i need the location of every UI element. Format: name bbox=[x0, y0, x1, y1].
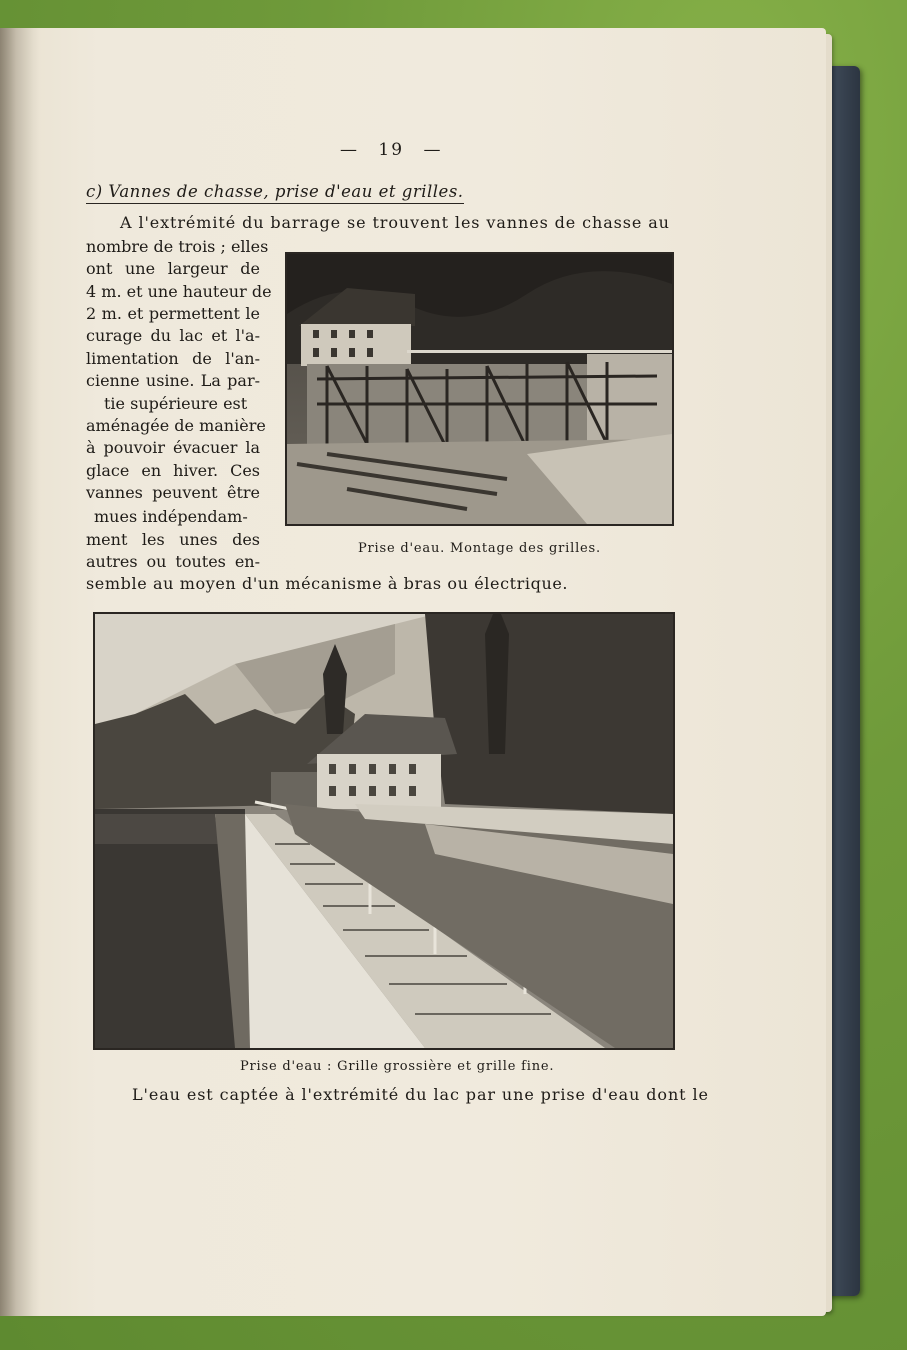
figure-2-caption: Prise d'eau : Grille grossière et grille fine. bbox=[240, 1059, 555, 1074]
paragraph-1-line: autres ou toutes en- bbox=[86, 552, 260, 571]
photo-intake-grilles-image bbox=[95, 614, 673, 1048]
paragraph-1-line: nombre de trois ; elles bbox=[86, 237, 269, 256]
paragraph-1-line: 2 m. et permettent le bbox=[86, 304, 260, 323]
page-number: — 19 — bbox=[340, 140, 443, 160]
paragraph-1-line: curage du lac et l'a- bbox=[86, 326, 260, 345]
paragraph-1-line: mues indépendam- bbox=[94, 507, 248, 526]
gutter-shadow bbox=[0, 28, 40, 1316]
photo-intake-construction-image bbox=[287, 254, 672, 524]
paragraph-1-line: semble au moyen d'un mécanisme à bras ou électrique. bbox=[86, 574, 569, 593]
paragraph-1-line: tie supérieure est bbox=[104, 394, 248, 413]
photo-intake-grilles bbox=[93, 612, 675, 1050]
paragraph-1-line: glace en hiver. Ces bbox=[86, 461, 260, 480]
paragraph-1-line: A l'extrémité du barrage se trouvent les vannes de chasse au bbox=[120, 213, 670, 232]
paragraph-1-line: ment les unes des bbox=[86, 530, 260, 549]
figure-1-caption: Prise d'eau. Montage des grilles. bbox=[358, 541, 601, 556]
paragraph-1-line: limentation de l'an- bbox=[86, 349, 260, 368]
paragraph-1-line: à pouvoir évacuer la bbox=[86, 438, 260, 457]
paragraph-2-line: L'eau est captée à l'extrémité du lac par une prise d'eau dont le bbox=[132, 1085, 709, 1104]
photo-intake-construction bbox=[285, 252, 674, 526]
paragraph-1-line: ont une largeur de bbox=[86, 259, 260, 278]
paragraph-1-line: aménagée de manière bbox=[86, 416, 266, 435]
section-heading: c) Vannes de chasse, prise d'eau et grilles. bbox=[86, 182, 464, 204]
paragraph-1-line: vannes peuvent être bbox=[86, 483, 260, 502]
paragraph-1-line: 4 m. et une hauteur de bbox=[86, 282, 272, 301]
paragraph-1-line: cienne usine. La par- bbox=[86, 371, 260, 390]
